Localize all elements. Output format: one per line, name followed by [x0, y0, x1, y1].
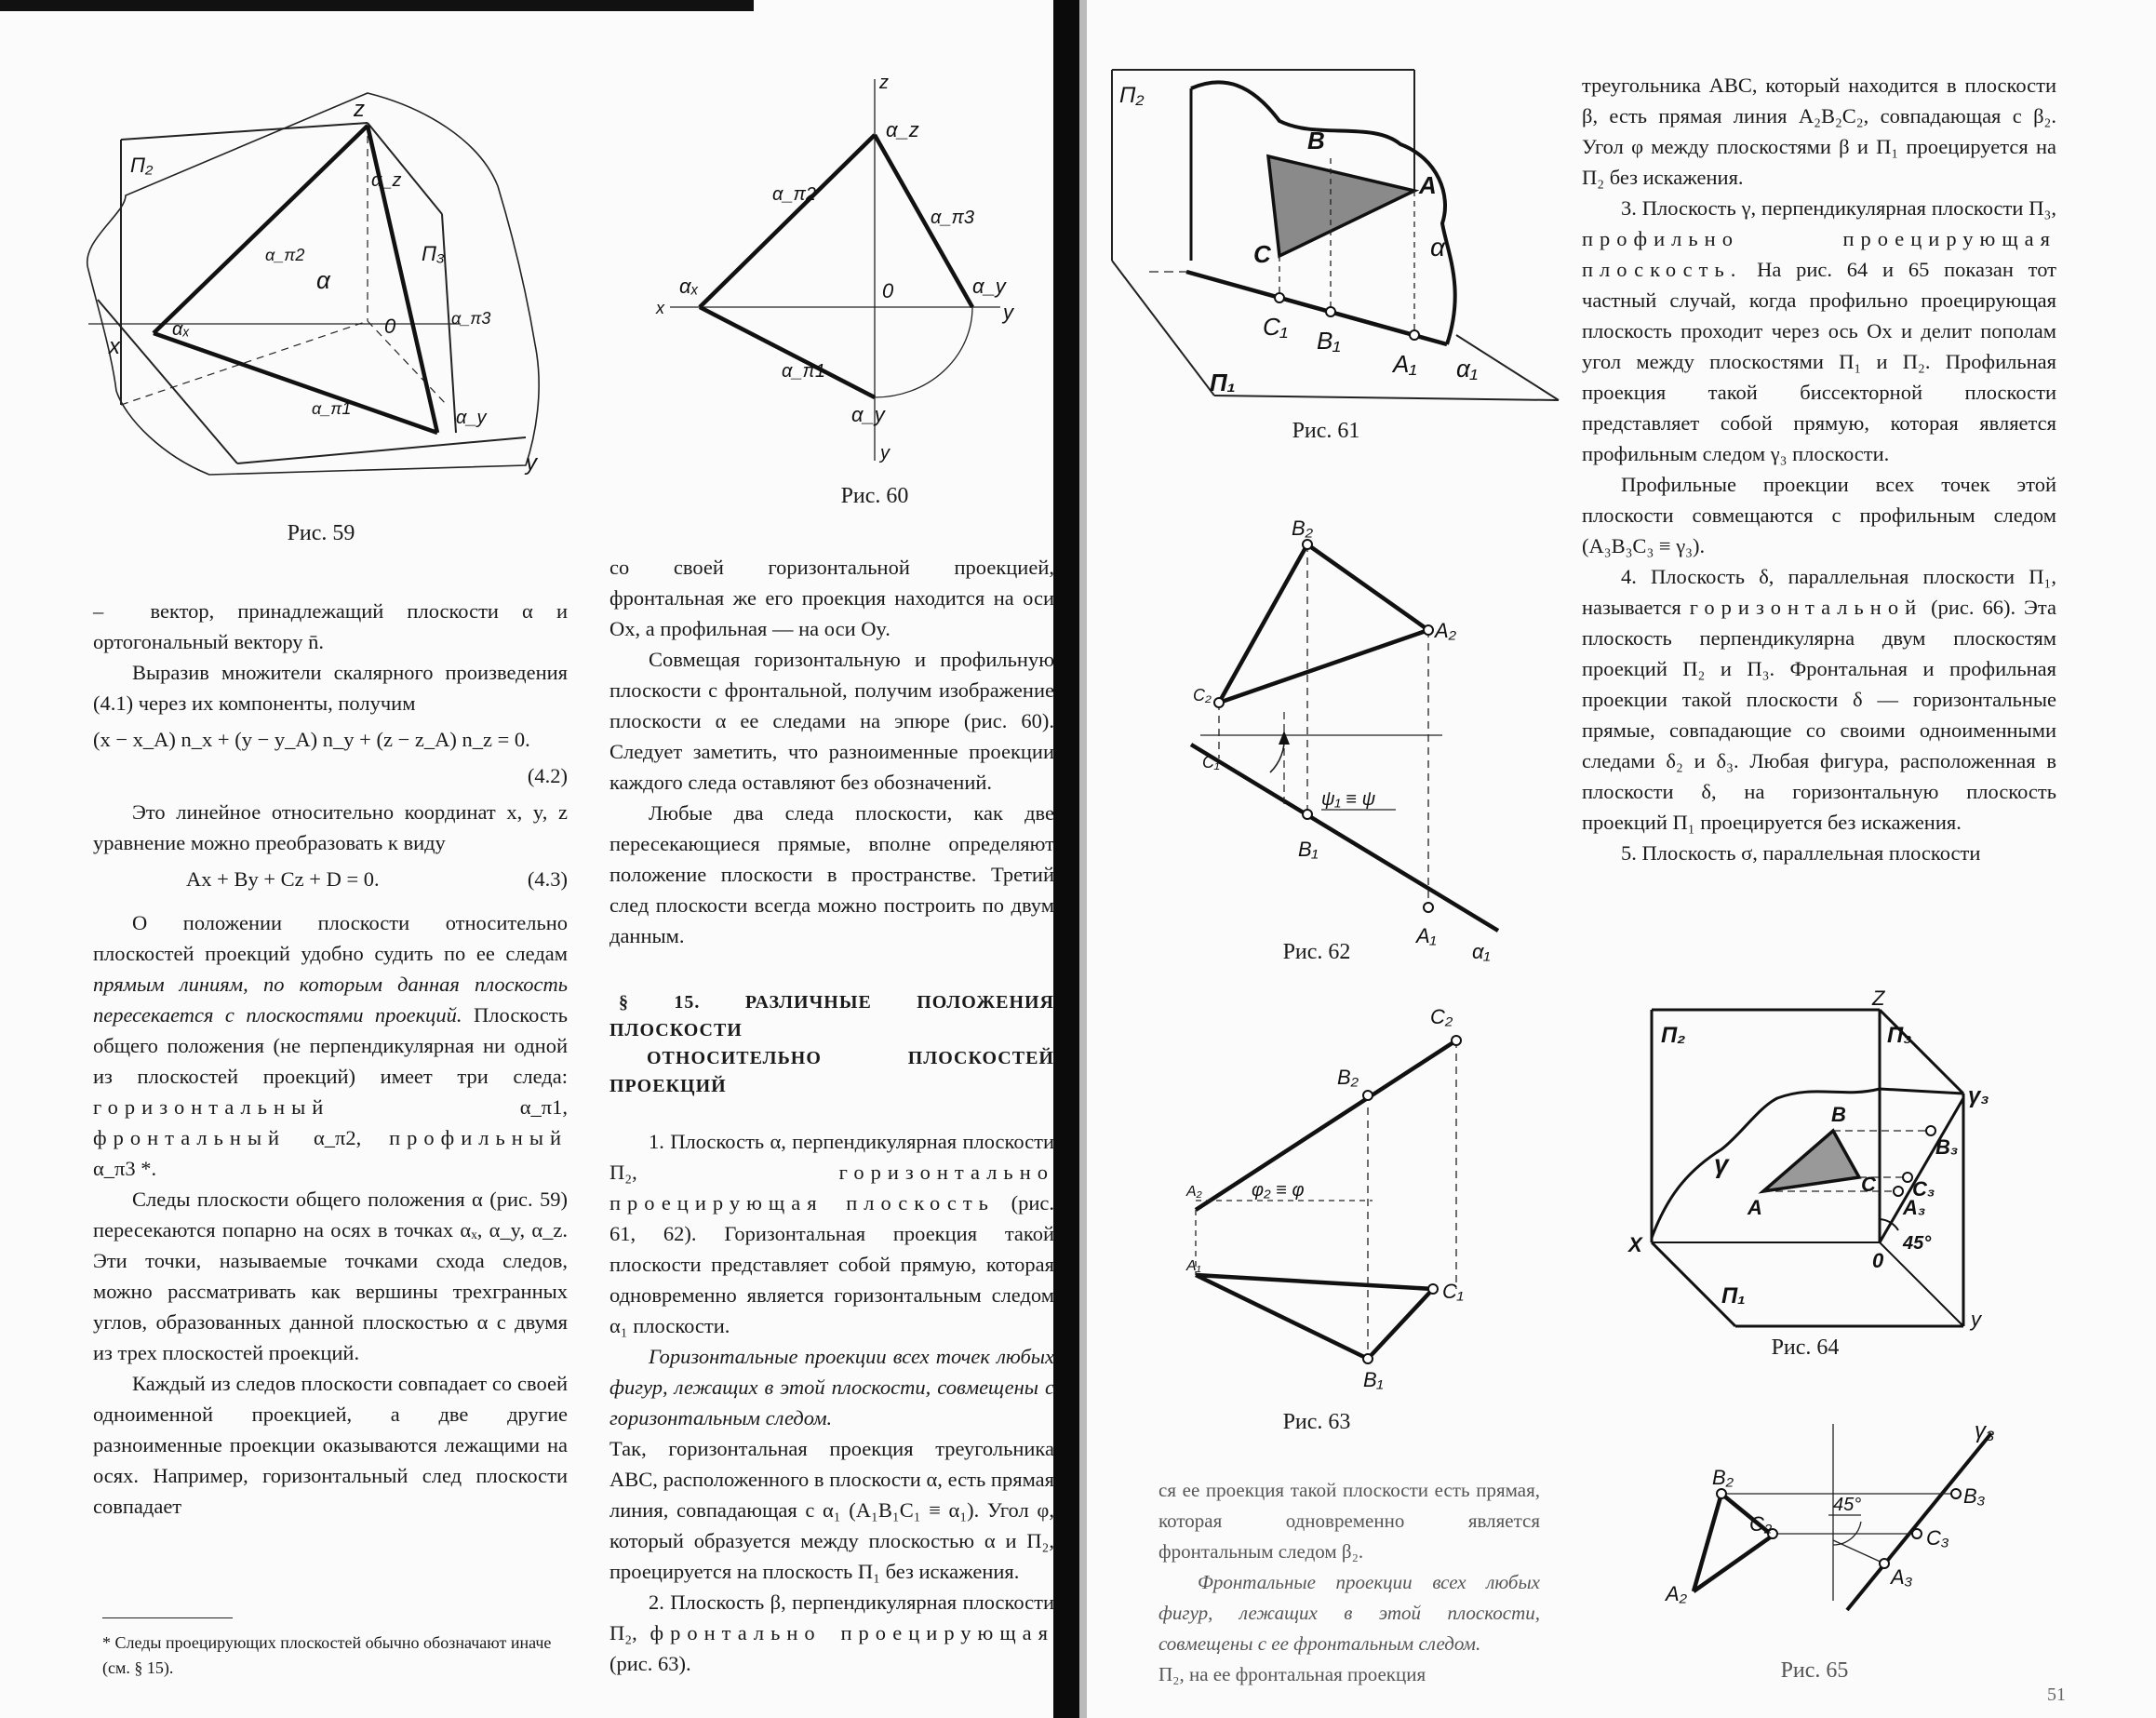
- col4-p5: 5. Плоскость σ, параллельная плоскости: [1621, 841, 1981, 865]
- col2-p7b: фронтально проецирующая: [649, 1621, 1054, 1644]
- col1-eq1-num: (4.2): [527, 764, 568, 787]
- col2-p7a: 2. Плоскость β, перпендикулярная плоскости Π₂,: [609, 1590, 1054, 1644]
- fig63-label-a1: A₁: [1186, 1258, 1201, 1274]
- fig62-label-a1: A₁: [1416, 924, 1437, 947]
- fig59-label-an1: α_π1: [312, 399, 352, 418]
- fig63-label-phi: φ₂ ≡ φ: [1252, 1180, 1305, 1201]
- fig64-label-o: 0: [1872, 1249, 1884, 1272]
- col1-p3: Это линейное относительно координат x, y, z уравнение можно преобразовать к виду: [93, 800, 568, 854]
- figure-60: [642, 70, 1033, 479]
- fig62-label-psi: ψ₁ ≡ ψ: [1321, 789, 1376, 810]
- fig64-label-b3: B₃: [1935, 1135, 1959, 1159]
- col2-p4b: горизонтально проецирующая плоскость: [609, 1161, 1054, 1215]
- fig64-label-a3: A₃: [1903, 1196, 1926, 1219]
- col4-p2a: 3. Плоскость γ, перпендикулярная плоскости Π₃,: [1621, 196, 2056, 220]
- col3-p3: Π₂, на ее фронтальная проекция: [1158, 1663, 1426, 1685]
- col1-eq2-num: (4.3): [527, 867, 568, 891]
- fig59-label-ay: α_y: [456, 408, 487, 428]
- fig63-label-c2: C₂: [1430, 1005, 1453, 1028]
- col4-p2c: На рис. 64 и 65 показан тот частный случай, когда профильно проецирующая плоскость проходит через ось Ox и делит пополам угол между плоскостями Π₁ и Π₂. Профильная проекция такой биссекторной плоскости представляет собой прямую, которая является профильным следом γ₃ плоскости.: [1582, 258, 2056, 465]
- col1-footnote: * Следы проецирующих плоскостей обычно обозначают иначе (см. § 15).: [102, 1633, 552, 1677]
- fig65-label-c3: C₃: [1926, 1526, 1949, 1550]
- figure-63: [1186, 1005, 1493, 1415]
- fig65-label-b3: B₃: [1963, 1484, 1986, 1508]
- fig60-label-y2: y: [880, 443, 890, 463]
- fig62-label-a2: A₂: [1435, 619, 1457, 642]
- col1-p2: Выразив множители скалярного произведения (4.1) через их компоненты, получим: [93, 661, 568, 715]
- fig61-label-alpha: α: [1430, 233, 1445, 262]
- col4-p4a: 4. Плоскость δ, параллельная плоскости Π₁, называется: [1582, 565, 2056, 619]
- col2-p5: Горизонтальные проекции всех точек любых фигур, лежащих в этой плоскости, совмещены с горизонтальным следом.: [609, 1345, 1054, 1429]
- fig59-label-y: y: [526, 450, 537, 476]
- col1-p6: Каждый из следов плоскости совпадает со своей одноименной проекцией, а две другие разноименные проекции оказываются лежащими на осях. Например, горизонтальный след плоскости совпадает: [93, 1372, 568, 1518]
- col2-p1: со своей горизонтальной проекцией, фронтальная же его проекция находится на оси Ox, а профильная — на оси Oy.: [609, 556, 1054, 640]
- col1-p4g: α_π2,: [313, 1126, 362, 1149]
- fig59-label-o: 0: [384, 315, 396, 338]
- fig64-label-deg: 45°: [1903, 1233, 1932, 1254]
- fig60-label-o: 0: [882, 279, 894, 302]
- fig60-label-y: y: [1003, 301, 1013, 324]
- col2-p4c: (рис. 61, 62). Горизонтальная проекция такой плоскости представляет собой прямую, которая одновременно является горизонтальным следом α₁ плоскости.: [609, 1191, 1054, 1337]
- fig65-caption: Рис. 65: [1780, 1658, 1849, 1683]
- book-spine-edge: [1079, 0, 1087, 1718]
- fig65-label-c2: C₂: [1749, 1512, 1773, 1536]
- fig61-label-c1: C₁: [1263, 313, 1288, 341]
- col2-heading-1: § 15. РАЗЛИЧНЫЕ ПОЛОЖЕНИЯ ПЛОСКОСТИ: [609, 992, 1054, 1040]
- fig63-label-c1: C₁: [1442, 1280, 1464, 1303]
- fig59-caption: Рис. 59: [287, 521, 355, 545]
- fig64-label-c: C: [1861, 1173, 1876, 1196]
- col1-p4i: α_π3 *.: [93, 1157, 157, 1180]
- figure-65: [1647, 1415, 2019, 1629]
- fig65-label-a3: A₃: [1891, 1565, 1913, 1589]
- fig59-label-p2: Π₂: [130, 154, 154, 177]
- col3-p2: Фронтальные проекции всех любых фигур, лежащих в этой плоскости, совмещены с ее фронтальным следом.: [1158, 1571, 1540, 1655]
- fig65-label-g3: γ₃: [1975, 1418, 1995, 1443]
- fig64-label-z: Z: [1872, 987, 1885, 1010]
- fig64-label-c3: C₃: [1912, 1177, 1935, 1201]
- figure-59: [88, 84, 572, 484]
- scan-top-bar: [0, 0, 754, 11]
- fig61-label-c: C: [1253, 240, 1271, 268]
- fig65-label-a2: A₂: [1666, 1582, 1688, 1605]
- fig60-caption: Рис. 60: [840, 484, 909, 508]
- fig59-label-alpha: α: [316, 266, 330, 294]
- fig60-label-an2: α_π2: [772, 184, 817, 205]
- footnote-rule: [102, 1617, 233, 1618]
- fig63-caption: Рис. 63: [1282, 1410, 1351, 1434]
- fig59-label-az: α_z: [371, 170, 402, 191]
- fig62-label-b1: B₁: [1298, 838, 1319, 861]
- col1-p4f: фронтальный: [93, 1126, 287, 1149]
- col4-p2b: профильно проецирующая плоскость.: [1582, 227, 2056, 281]
- fig62-label-c2: C₂: [1193, 686, 1212, 705]
- fig60-label-ax: αₓ: [679, 275, 699, 298]
- fig62-label-c1: C₁: [1202, 753, 1220, 772]
- fig59-label-ax: αₓ: [172, 319, 191, 340]
- col1-p4e: α_π1,: [519, 1095, 568, 1119]
- col4-p4b: горизонтальной: [1689, 596, 1923, 619]
- col1-eq1: (x − x_A) n_x + (y − y_A) n_y + (z − z_A) n_z = 0.: [93, 728, 530, 751]
- col1-p5: Следы плоскости общего положения α (рис. 59) пересекаются попарно на осях в точках αₓ, α_y, α_z. Эти точки, называемые точками схода следов, можно рассматривать как вершины трехгранных углов, образованных данной плоскостью α с двумя из трех плоскостей проекций.: [93, 1188, 568, 1364]
- fig59-label-p3: Π₃: [422, 242, 445, 265]
- fig64-label-x: X: [1628, 1233, 1642, 1256]
- col1-p4b: прямым линиям, по которым данная плоскость пересекается с плоскостями проекций.: [93, 973, 568, 1027]
- fig64-label-g3: γ₃: [1968, 1083, 1989, 1108]
- fig64-label-p2: Π₂: [1661, 1023, 1686, 1048]
- fig60-label-ay: α_y: [972, 275, 1006, 298]
- column-1-text: – вектор, принадлежащий плоскости α и ортогональный вектору n̄. Выразив множители скалярного произведения (4.1) через их компоненты, получим (x − x_A) n_x + (y − y_A) n_y + (z − z_A) n_z = 0. (4.2) Это линейное относительно координат x, y, z уравнение можно преобразовать к виду Ax + By + Cz + D = 0. (4.3) О положении плоскости относительно плоскостей проекций удобно судить по ее следам прямым линиям, по которым данная плоскость пересекается с плоскостями проекций. Плоскость общего положения (не перпендикулярная ни одной из плоскостей проекций) имеет три следа: горизонтальный α_π1, фронтальный α_π2, профильный α_π3 *. Следы плоскости общего положения α (рис. 59) пересекаются попарно на осях в точках αₓ, α_y, α_z. Эти точки, называемые точками схода следов, можно рассматривать как вершины трехгранных углов, образованных данной плоскостью α с двумя из трех плоскостей проекций. Каждый из следов плоскости совпадает со своей одноименной проекцией, а две другие разноименные проекции оказываются лежащими на осях. Например, горизонтальный след плоскости совпадает: [93, 596, 568, 1522]
- col1-p4c: Плоскость общего положения (не перпендикулярная ни одной из плоскостей проекций) имеет три следа:: [93, 1003, 568, 1088]
- col1-p4h: профильный: [389, 1126, 568, 1149]
- fig61-caption: Рис. 61: [1292, 419, 1360, 443]
- book-spine-shadow: [1053, 0, 1081, 1718]
- column-2-text: [609, 552, 1054, 1711]
- fig59-label-x: x: [109, 334, 120, 359]
- fig64-label-b: B: [1831, 1103, 1846, 1126]
- fig61-label-b: B: [1307, 127, 1325, 154]
- fig61-label-p1: Π₁: [1210, 369, 1236, 396]
- col4-p3: Профильные проекции всех точек этой плоскости совмещаются с профильным следом (A₃B₃C₃ ≡ γ₃).: [1582, 473, 2056, 557]
- fig59-label-an2: α_π2: [265, 246, 305, 264]
- fig59-label-z: z: [354, 97, 365, 122]
- fig64-label-p1: Π₁: [1721, 1283, 1746, 1309]
- fig63-label-b1: B₁: [1363, 1368, 1384, 1391]
- column-3-text: [1158, 1475, 1540, 1690]
- fig60-label-az: α_z: [886, 118, 919, 141]
- fig64-caption: Рис. 64: [1771, 1335, 1840, 1360]
- figure-61: [1093, 56, 1577, 428]
- col2-p7c: (рис. 63).: [609, 1652, 691, 1675]
- col2-heading-2: ОТНОСИТЕЛЬНО ПЛОСКОСТЕЙ ПРОЕКЦИЙ: [609, 1048, 1054, 1096]
- fig64-label-g: γ: [1714, 1149, 1729, 1178]
- page-number: 51: [2047, 1684, 2066, 1705]
- fig61-label-b1: B₁: [1317, 327, 1341, 355]
- fig64-label-a: A: [1748, 1196, 1762, 1219]
- col2-p3: Любые два следа плоскости, как две пересекающиеся прямые, вполне определяют положение плоскости в пространстве. Третий след плоскости всегда можно построить по двум данным.: [609, 801, 1054, 947]
- fig60-label-x: x: [656, 299, 664, 317]
- figure-64: [1628, 987, 2001, 1349]
- col1-p4d: горизонтальный: [93, 1095, 330, 1119]
- fig63-label-b2: B₂: [1337, 1066, 1359, 1089]
- fig64-label-p3: Π₃: [1887, 1023, 1912, 1048]
- col2-p6: Так, горизонтальная проекция треугольника ABC, расположенного в плоскости α, есть прямая линия, совпадающая с α₁ (A₁B₁C₁ ≡ α₁). Угол φ, который образуется между плоскостью α и Π₂, проецируется на плоскость Π₁ без искажения.: [609, 1437, 1054, 1583]
- fig61-label-a: A: [1419, 171, 1437, 199]
- fig61-label-p2: Π₂: [1119, 83, 1145, 108]
- col3-p1: ся ее проекция такой плоскости есть прямая, которая одновременно является фронтальным следом β₂.: [1158, 1479, 1540, 1563]
- fig60-label-an1: α_π1: [782, 361, 826, 382]
- column-4-text: [1582, 70, 2056, 868]
- fig65-label-b2: B₂: [1712, 1466, 1734, 1489]
- col4-p4c: (рис. 66). Эта плоскость перпендикулярна двум плоскостям проекций Π₂ и Π₃. Фронтальная и профильная проекции такой плоскости δ — горизонтальные прямые, совпадающие со своими одноименными следами δ₂ и δ₃. Любая фигура, расположенная в плоскости δ, на горизонтальную плоскость проекций Π₁ проецируется без искажения.: [1582, 596, 2056, 834]
- fig63-label-a2: A₂: [1186, 1184, 1202, 1200]
- fig62-label-alpha1: α₁: [1472, 940, 1491, 963]
- col2-p2: Совмещая горизонтальную и профильную плоскости с фронтальной, получим изображение плоскости α ее следами на эпюре (рис. 60). Следует заметить, что разноименные проекции каждого следа оставляют без обозначений.: [609, 648, 1054, 794]
- col1-p4a: О положении плоскости относительно плоскостей проекций удобно судить по ее следам: [93, 911, 568, 965]
- fig61-label-alpha1: α₁: [1456, 355, 1479, 383]
- col1-eq2: Ax + By + Cz + D = 0.: [186, 867, 380, 891]
- fig60-label-z: z: [879, 73, 889, 93]
- fig60-label-an3: α_π3: [931, 208, 975, 228]
- col4-p1: треугольника ABC, который находится в плоскости β, есть прямая линия A₂B₂C₂, совпадающая с β₂. Угол φ между плоскостями β и Π₁ проецируется на Π₂ без искажения.: [1582, 74, 2056, 189]
- fig60-label-ay2: α_y: [851, 403, 885, 426]
- fig59-label-an3: α_π3: [451, 309, 491, 328]
- fig64-label-y: y: [1971, 1308, 1981, 1331]
- fig65-label-deg: 45°: [1833, 1495, 1862, 1515]
- fig62-label-b2: B₂: [1292, 517, 1314, 540]
- col2-p4a: 1. Плоскость α, перпендикулярная плоскости Π₂,: [609, 1130, 1054, 1184]
- fig61-label-a1: A₁: [1393, 350, 1417, 378]
- col1-p1: вектор, принадлежащий плоскости α и ортогональный вектору n̄.: [93, 599, 568, 653]
- fig62-caption: Рис. 62: [1282, 940, 1351, 964]
